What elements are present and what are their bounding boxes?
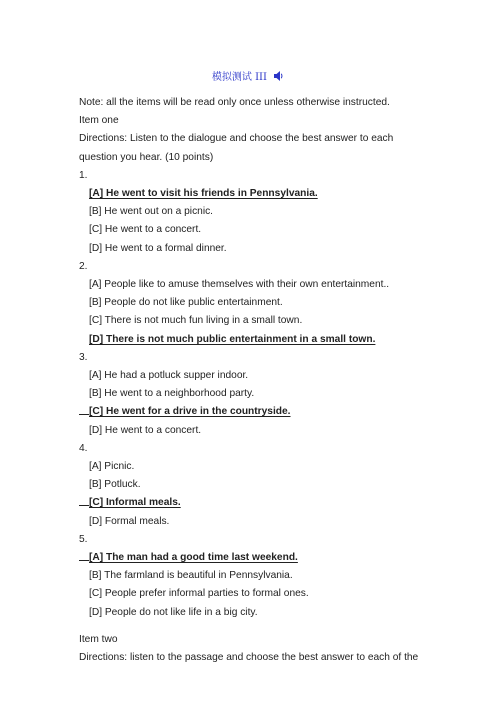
option-correct: [A] He went to visit his friends in Pennsylvania.: [89, 188, 318, 200]
document-title: 模拟测试 III: [211, 72, 267, 83]
question-number: 4.: [79, 442, 88, 454]
note-text: Note: all the items will be read only once unless otherwise instructed.: [79, 97, 390, 108]
directions-two: Directions: listen to the passage and choose the best answer to each of the: [79, 652, 419, 664]
option-correct: [C] Informal meals.: [79, 494, 419, 512]
question-5: [79, 531, 419, 622]
question-2: [79, 258, 419, 349]
option: [D] He went to a formal dinner.: [89, 242, 227, 254]
option: [A] Picnic.: [89, 461, 135, 473]
option: [B] The farmland is beautiful in Pennsylvania.: [89, 570, 293, 582]
option: [A] He had a potluck supper indoor.: [89, 370, 249, 382]
option: [C] He went to a concert.: [89, 224, 202, 236]
option: [D] Formal meals.: [89, 515, 170, 527]
question-number: 3.: [79, 351, 88, 363]
option: [A] People like to amuse themselves with their own entertainment..: [89, 279, 390, 291]
item-one-heading: Item one: [79, 115, 119, 127]
document-body: [79, 94, 419, 667]
option: [B] Potluck.: [89, 479, 141, 491]
directions-one: Directions: Listen to the dialogue and choose the best answer to each question you hear. (10 points): [79, 133, 394, 163]
question-number: 5.: [79, 533, 88, 545]
option: [B] He went out on a picnic.: [89, 206, 214, 218]
speaker-icon[interactable]: [273, 70, 284, 87]
option: [C] People prefer informal parties to formal ones.: [89, 588, 309, 600]
option: [D] He went to a concert.: [89, 424, 202, 436]
item-two-heading: Item two: [79, 633, 118, 645]
document-title-row: [0, 70, 496, 87]
option-correct: [A] The man had a good time last weekend.: [79, 549, 419, 567]
option-correct: [C] He went for a drive in the countryside.: [79, 403, 419, 421]
question-3: [79, 349, 419, 440]
question-1: [79, 167, 419, 258]
option-correct: [D] There is not much public entertainment in a small town.: [89, 333, 376, 345]
question-4: [79, 440, 419, 531]
question-number: 1.: [79, 169, 88, 181]
section-gap: [79, 622, 419, 631]
option: [D] People do not like life in a big city.: [89, 606, 258, 618]
question-number: 2.: [79, 260, 88, 272]
option: [B] People do not like public entertainment.: [89, 297, 283, 309]
option: [B] He went to a neighborhood party.: [89, 388, 255, 400]
option: [C] There is not much fun living in a small town.: [89, 315, 303, 327]
